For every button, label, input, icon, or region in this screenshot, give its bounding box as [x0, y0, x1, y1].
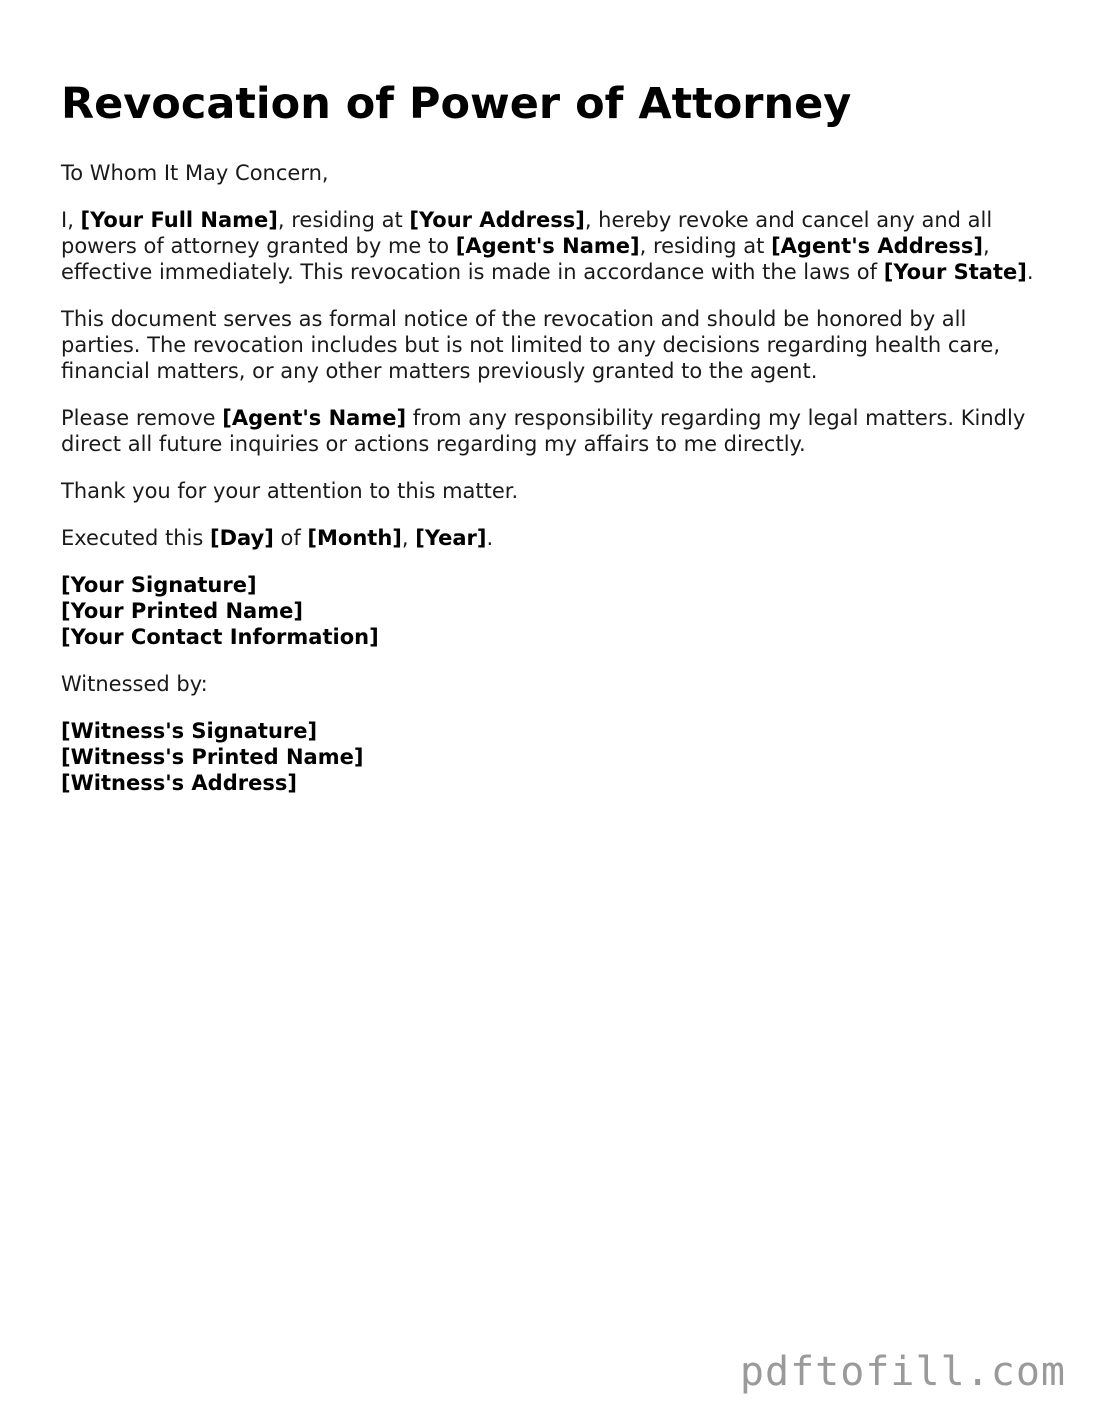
agent-name-placeholder: [Agent's Name] [222, 406, 407, 430]
signature-placeholder: [Your Signature] [61, 573, 257, 597]
witness-signature-placeholder: [Witness's Signature] [61, 719, 318, 743]
state-placeholder: [Your State] [883, 260, 1027, 284]
witnessed-by-label: Witnessed by: [61, 672, 208, 696]
witness-printed-name-placeholder: [Witness's Printed Name] [61, 745, 364, 769]
contact-info-placeholder: [Your Contact Information] [61, 625, 379, 649]
day-placeholder: [Day] [209, 526, 274, 550]
month-placeholder: [Month] [307, 526, 402, 550]
year-placeholder: [Year] [415, 526, 487, 550]
witness-address-placeholder: [Witness's Address] [61, 771, 297, 795]
watermark: pdftofill.com [739, 1349, 1066, 1395]
remove-agent-paragraph: Please remove [Agent's Name] from any responsibility regarding my legal matters. Kindly direct all future inquiries or actions regarding my affairs to me directly. [61, 406, 1026, 456]
executed-line: Executed this [Day] of [Month], [Year]. [61, 526, 494, 550]
printed-name-placeholder: [Your Printed Name] [61, 599, 303, 623]
agent-address-placeholder: [Agent's Address] [771, 234, 983, 258]
revocation-paragraph: I, [Your Full Name], residing at [Your Address], hereby revoke and cancel any and all powers of attorney granted by me to [Agent's Name], residing at [Agent's Address], effective immediately. This revocation is made in accordance with the laws of [Your State]. [61, 208, 1034, 284]
full-name-placeholder: [Your Full Name] [80, 208, 278, 232]
agent-name-placeholder: [Agent's Name] [455, 234, 640, 258]
document-page [61, 78, 1041, 817]
signer-block [61, 572, 1041, 650]
notice-paragraph: This document serves as formal notice of the revocation and should be honored by all parties. The revocation includes but is not limited to any decisions regarding health care, financial matters, or any other matters previously granted to the agent. [61, 307, 1001, 383]
document-title: Revocation of Power of Attorney [61, 79, 852, 129]
address-placeholder: [Your Address] [409, 208, 585, 232]
salutation: To Whom It May Concern, [61, 161, 329, 185]
thank-you-paragraph: Thank you for your attention to this matter. [61, 479, 519, 503]
witness-block [61, 718, 1041, 796]
